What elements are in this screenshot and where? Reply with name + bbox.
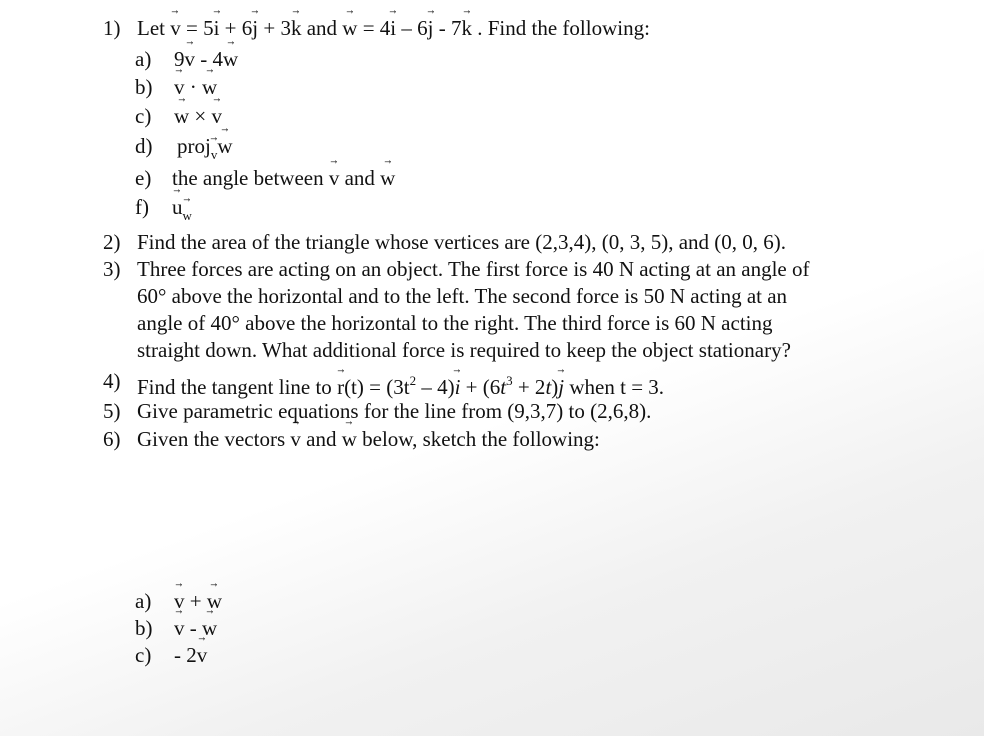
- problem-number: 2): [103, 230, 121, 254]
- problem-text-line: angle of 40° above the horizontal to the right. The third force is 60 N acting: [137, 311, 773, 335]
- part-label: a): [135, 47, 152, 71]
- problem-number: 1): [103, 16, 121, 40]
- part-label: b): [135, 75, 153, 99]
- problem-number: 3): [103, 257, 121, 281]
- part-label: f): [135, 195, 149, 219]
- part-label: d): [135, 134, 153, 158]
- part-label: e): [135, 166, 152, 190]
- problem-text-line: 60° above the horizontal and to the left. The second force is 50 N acting at an: [137, 284, 788, 308]
- problem-1-rendered: Let → v = 5→ i + 6→ j + 3→ k and → w = 4→ i – 6→ j - 7→ k . Find the following:: [137, 16, 650, 40]
- part-label: a): [135, 589, 152, 613]
- problem-text-line: straight down. What additional force is required to keep the object stationary?: [137, 338, 791, 362]
- problem-text: Give parametric equations for the line from (9,3,7) to (2,6,8).: [137, 399, 652, 423]
- problem-number: 5): [103, 399, 121, 423]
- problem-number: 4): [103, 369, 121, 393]
- part-label: c): [135, 104, 152, 128]
- part-label: b): [135, 616, 153, 640]
- problem-text-line: Three forces are acting on an object. The first force is 40 N acting at an angle of: [137, 257, 810, 281]
- part-label: c): [135, 643, 152, 667]
- problem-number: 6): [103, 427, 121, 451]
- problem-text: Find the area of the triangle whose vertices are (2,3,4), (0, 3, 5), and (0, 0, 6).: [137, 230, 787, 254]
